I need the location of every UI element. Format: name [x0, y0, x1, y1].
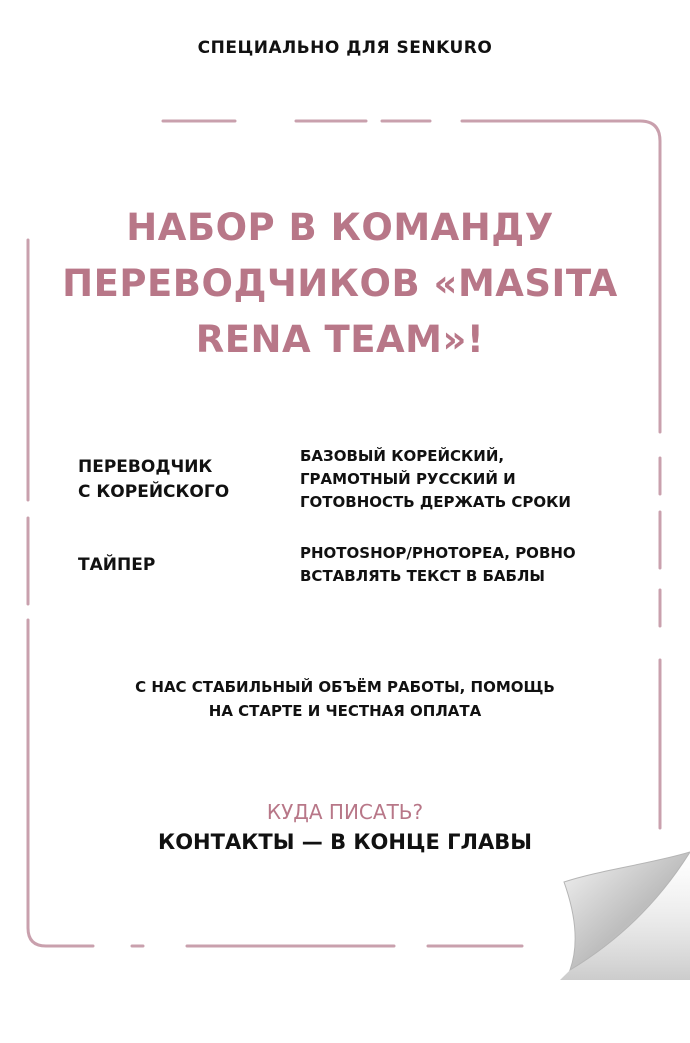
role-translator-requirements [300, 445, 640, 514]
headline-line-1: НАБОР В КОМАНДУ [126, 206, 554, 249]
offer-line: С НАС СТАБИЛЬНЫЙ ОБЪЁМ РАБОТЫ, ПОМОЩЬ [135, 678, 555, 696]
role-typer-requirements [300, 542, 640, 588]
headline [40, 200, 640, 368]
requirement-line: PHOTOSHOP/PHOTOPEA, РОВНО [300, 544, 576, 562]
role-title-line: ТАЙПЕР [78, 555, 156, 575]
requirement-line: БАЗОВЫЙ КОРЕЙСКИЙ, [300, 447, 505, 465]
role-translator-title [78, 455, 229, 505]
requirement-line: ВСТАВЛЯТЬ ТЕКСТ В БАБЛЫ [300, 567, 545, 585]
contact-question: КУДА ПИСАТЬ? [266, 800, 424, 824]
role-title-line: С КОРЕЙСКОГО [78, 482, 230, 502]
page-curl-icon [540, 830, 690, 980]
requirement-line: ГОТОВНОСТЬ ДЕРЖАТЬ СРОКИ [300, 493, 571, 511]
headline-line-2: ПЕРЕВОДЧИКОВ «MASITA [62, 262, 618, 305]
offer-text [60, 675, 630, 723]
requirement-line: ГРАМОТНЫЙ РУССКИЙ И [300, 470, 516, 488]
top-label: СПЕЦИАЛЬНО ДЛЯ SENKURO [197, 38, 493, 58]
offer-line: НА СТАРТЕ И ЧЕСТНАЯ ОПЛАТА [208, 702, 482, 720]
contacts-note: КОНТАКТЫ — В КОНЦЕ ГЛАВЫ [158, 830, 532, 854]
role-typer-title [78, 553, 155, 578]
headline-line-3: RENA TEAM»! [195, 318, 485, 361]
role-title-line: ПЕРЕВОДЧИК [78, 457, 213, 477]
